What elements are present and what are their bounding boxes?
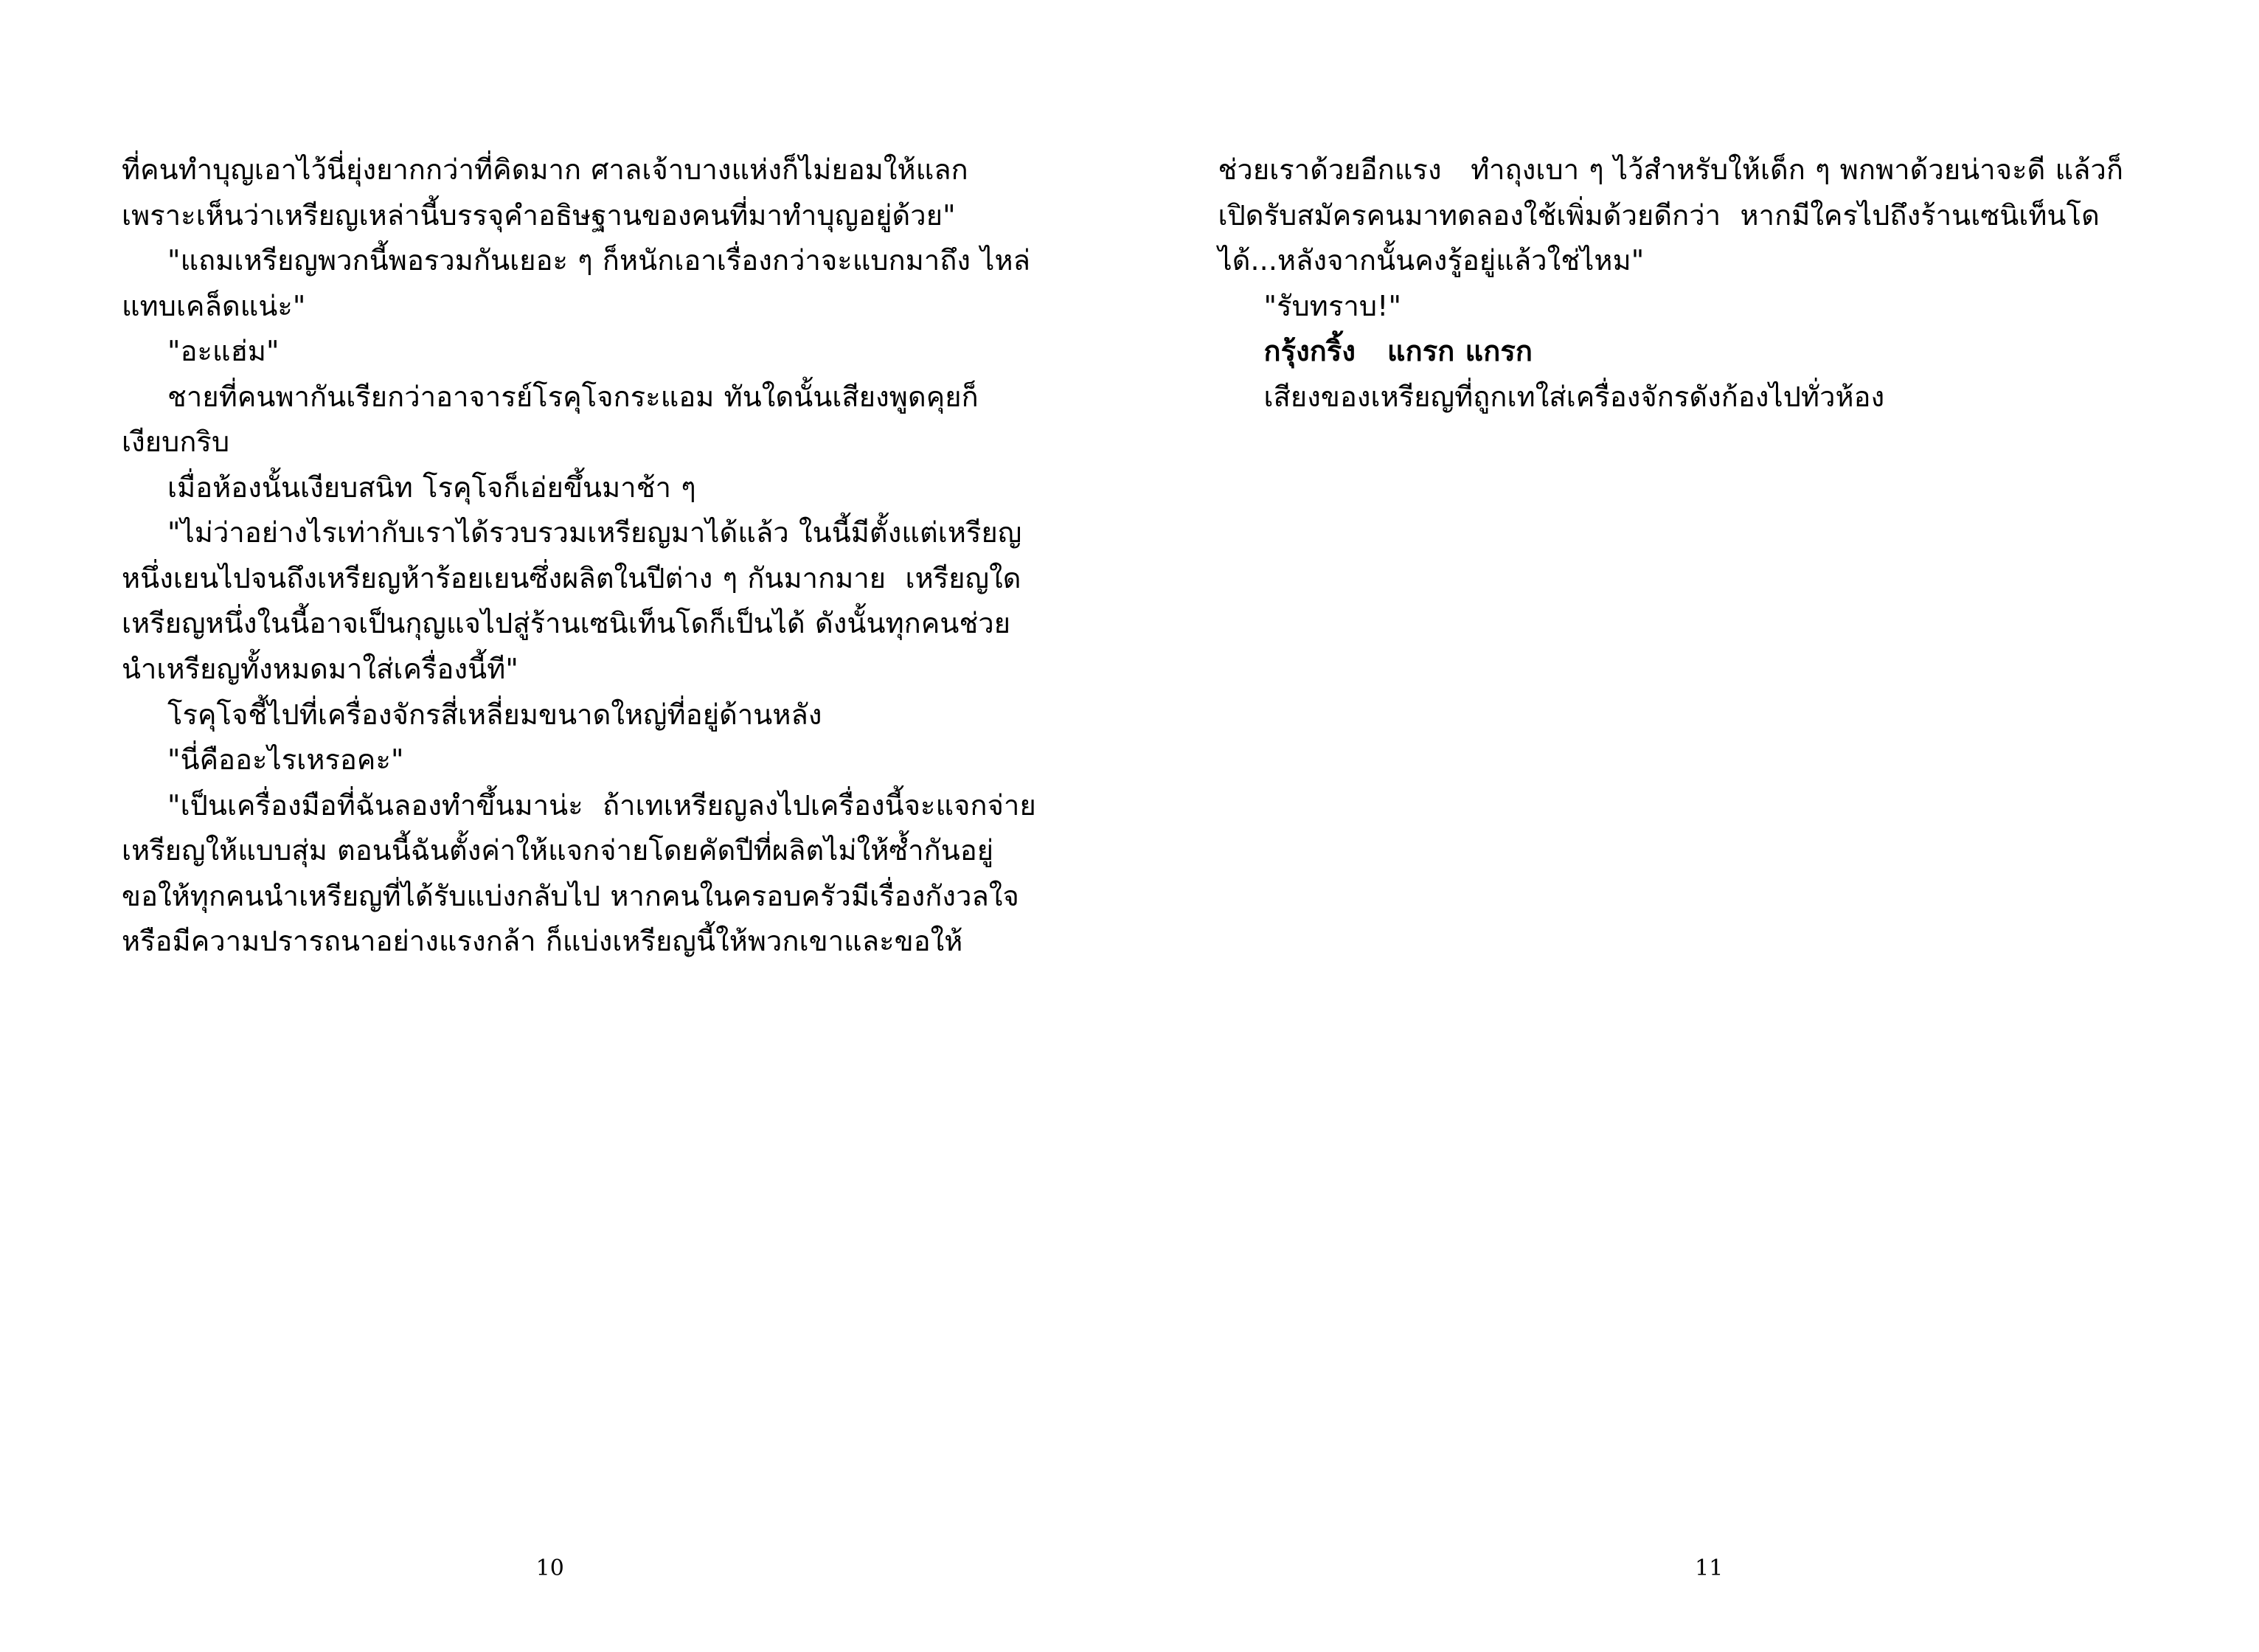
paragraph: "อะแฮ่ม" (167, 335, 280, 368)
paragraph: โรคุโจชี้ไปที่เครื่องจักรสี่เหลี่ยมขนาดใหญ่ที่อยู่ด้านหลัง (167, 698, 822, 731)
paragraph: เมื่อห้องนั้นเงียบสนิท โรคุโจก็เอ่ยขึ้นมาช้า ๆ (167, 471, 696, 504)
paragraph: "แถมเหรียญพวกนี้พอรวมกันเยอะ ๆ ก็หนักเอาเรื่องกว่าจะแบกมาถึง ไหล่แทบเคล็ดแน่ะ" (122, 244, 1031, 322)
paragraph: "รับทราบ!" (1263, 289, 1402, 322)
paragraph: เสียงของเหรียญที่ถูกเทใส่เครื่องจักรดังก้องไปทั่วห้อง (1263, 380, 1885, 413)
page-number-right: 11 (1695, 1555, 1724, 1581)
right-page-text (1218, 148, 2138, 420)
paragraph-emphasis: กรุ้งกริ้ง แกรก แกรก (1263, 335, 1533, 368)
paragraph: ที่คนทำบุญเอาไว้นี่ยุ่งยากกว่าที่คิดมาก ศาลเจ้าบางแห่งก็ไม่ยอมให้แลก เพราะเห็นว่าเหรียญเหล่านี้บรรจุคำอธิษฐานของคนที่มาทำบุญอยู่ด้วย" (122, 153, 978, 232)
paragraph: ช่วยเราด้วยอีกแรง ทำถุงเบา ๆ ไว้สำหรับให้เด็ก ๆ พกพาด้วยน่าจะดี แล้วก็เปิดรับสมัครคนมาทดลองใช้เพิ่มด้วยดีกว่า หากมีใครไปถึงร้านเซนิเท็นโดได้...หลังจากนั้นคงรู้อยู่แล้วใช่ไหม" (1218, 153, 2124, 277)
page-number-left: 10 (535, 1555, 564, 1581)
left-page-text (122, 148, 1041, 965)
right-page (1130, 0, 2259, 1652)
paragraph: "ไม่ว่าอย่างไรเท่ากับเราได้รวบรวมเหรียญมาได้แล้ว ในนี้มีตั้งแต่เหรียญหนึ่งเยนไปจนถึงเหรียญห้าร้อยเยนซึ่งผลิตในปีต่าง ๆ กันมากมาย เหรียญใดเหรียญหนึ่งในนี้อาจเป็นกุญแจไปสู่ร้านเซนิเท็นโดก็เป็นได้ ดังนั้นทุกคนช่วยนำเหรียญทั้งหมดมาใส่เครื่องนี้ที" (122, 516, 1022, 686)
paragraph: ชายที่คนพากันเรียกว่าอาจารย์โรคุโจกระแอม ทันใดนั้นเสียงพูดคุยก็เงียบกริบ (122, 380, 979, 459)
paragraph: "นี่คืออะไรเหรอคะ" (167, 743, 404, 777)
paragraph: "เป็นเครื่องมือที่ฉันลองทำขึ้นมาน่ะ ถ้าเทเหรียญลงไปเครื่องนี้จะแจกจ่ายเหรียญให้แบบสุ่ม ตอนนี้ฉันตั้งค่าให้แจกจ่ายโดยคัดปีที่ผลิตไม่ให้ซ้ำกันอยู่ ขอให้ทุกคนนำเหรียญที่ได้รับแบ่งกลับไป หากคนในครอบครัวมีเรื่องกังวลใจหรือมีความปรารถนาอย่างแรงกล้า ก็แบ่งเหรียญนี้ให้พวกเขาและขอให้ (122, 788, 1036, 958)
